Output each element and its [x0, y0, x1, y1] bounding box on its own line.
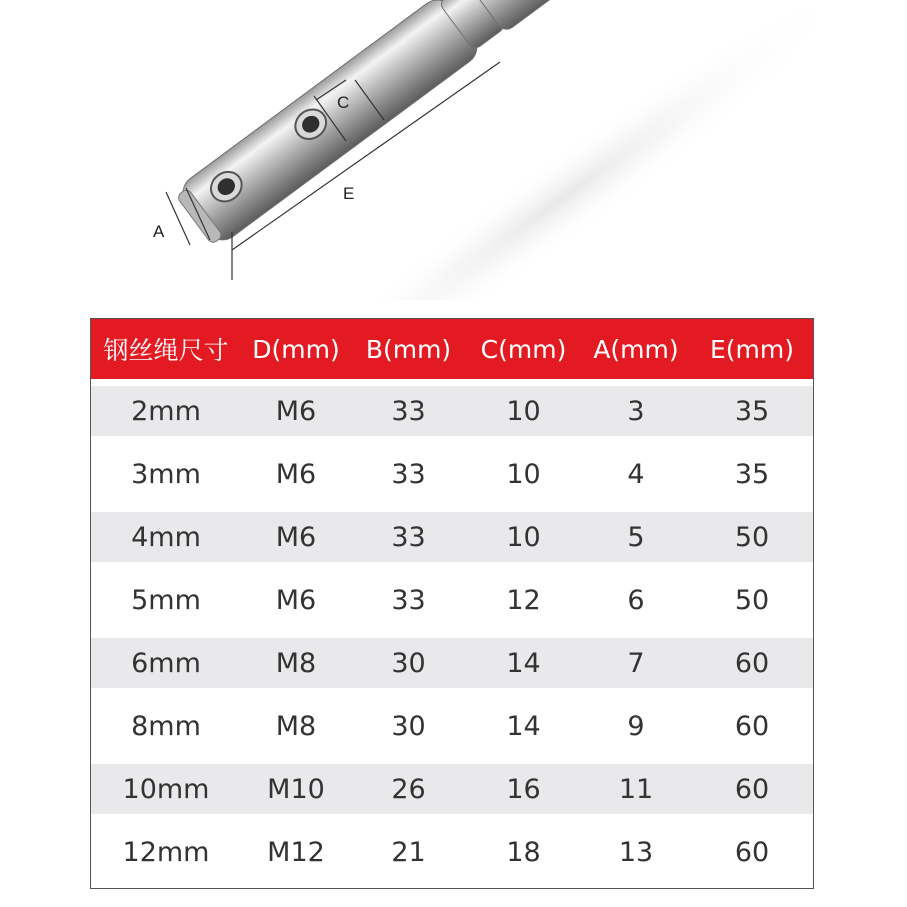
- header-d: D(mm): [252, 334, 340, 364]
- cell-a: 9: [627, 710, 645, 742]
- spec-table: [90, 318, 814, 889]
- cell-a: 5: [627, 521, 645, 553]
- cell-e: 60: [734, 647, 770, 679]
- cell-e: 50: [734, 584, 770, 616]
- cell-rope-size: 8mm: [131, 710, 201, 742]
- dimension-label-e: E: [343, 184, 355, 203]
- swage-terminal-illustration: [0, 0, 907, 300]
- cell-d: M10: [267, 773, 325, 805]
- table-row: [91, 575, 813, 625]
- cell-e: 60: [734, 773, 770, 805]
- cell-e: 60: [734, 836, 770, 868]
- table-row: [91, 386, 813, 436]
- dimension-label-a: A: [153, 222, 165, 241]
- table-row: [91, 638, 813, 688]
- cell-a: 13: [618, 836, 654, 868]
- cell-b: 30: [391, 710, 426, 742]
- cell-d: M12: [267, 836, 325, 868]
- cell-a: 4: [627, 458, 645, 490]
- cell-rope-size: 6mm: [131, 647, 201, 679]
- cell-rope-size: 12mm: [122, 836, 210, 868]
- cell-rope-size: 3mm: [131, 458, 201, 490]
- dimension-label-c: C: [337, 93, 350, 112]
- table-row: [91, 512, 813, 562]
- cell-d: M8: [275, 710, 317, 742]
- header-c: C(mm): [480, 334, 567, 364]
- cell-c: 18: [506, 836, 541, 868]
- cell-e: 50: [734, 521, 770, 553]
- cell-c: 14: [506, 710, 541, 742]
- cell-b: 33: [391, 521, 426, 553]
- cell-rope-size: 2mm: [131, 395, 201, 427]
- cell-c: 10: [506, 395, 541, 427]
- header-rope-size: 钢丝绳尺寸: [103, 336, 229, 365]
- table-row: [91, 449, 813, 499]
- cell-rope-size: 4mm: [131, 521, 201, 553]
- cell-b: 21: [391, 836, 426, 868]
- table-row: [91, 764, 813, 814]
- cell-b: 26: [391, 773, 426, 805]
- cell-c: 10: [506, 458, 541, 490]
- cell-rope-size: 10mm: [122, 773, 210, 805]
- table-row: [91, 827, 813, 877]
- cell-a: 7: [627, 647, 645, 679]
- cell-e: 60: [734, 710, 770, 742]
- cell-d: M6: [275, 458, 317, 490]
- table-header: [91, 319, 813, 379]
- cell-e: 35: [734, 395, 770, 427]
- cell-b: 33: [391, 395, 426, 427]
- cell-c: 10: [506, 521, 541, 553]
- table-row: [91, 701, 813, 751]
- cell-d: M6: [275, 521, 317, 553]
- cell-d: M6: [275, 584, 317, 616]
- cell-a: 11: [618, 773, 654, 805]
- cell-b: 33: [391, 584, 426, 616]
- header-e: E(mm): [709, 334, 794, 364]
- cell-d: M6: [275, 395, 317, 427]
- product-photo: [0, 0, 907, 300]
- cell-a: 3: [627, 395, 645, 427]
- cell-b: 33: [391, 458, 426, 490]
- cell-c: 12: [506, 584, 541, 616]
- cell-c: 16: [506, 773, 541, 805]
- cell-d: M8: [275, 647, 317, 679]
- cell-b: 30: [391, 647, 426, 679]
- header-a: A(mm): [593, 334, 679, 364]
- cell-rope-size: 5mm: [131, 584, 201, 616]
- header-b: B(mm): [365, 334, 452, 364]
- cell-e: 35: [734, 458, 770, 490]
- cell-c: 14: [506, 647, 541, 679]
- cell-a: 6: [627, 584, 645, 616]
